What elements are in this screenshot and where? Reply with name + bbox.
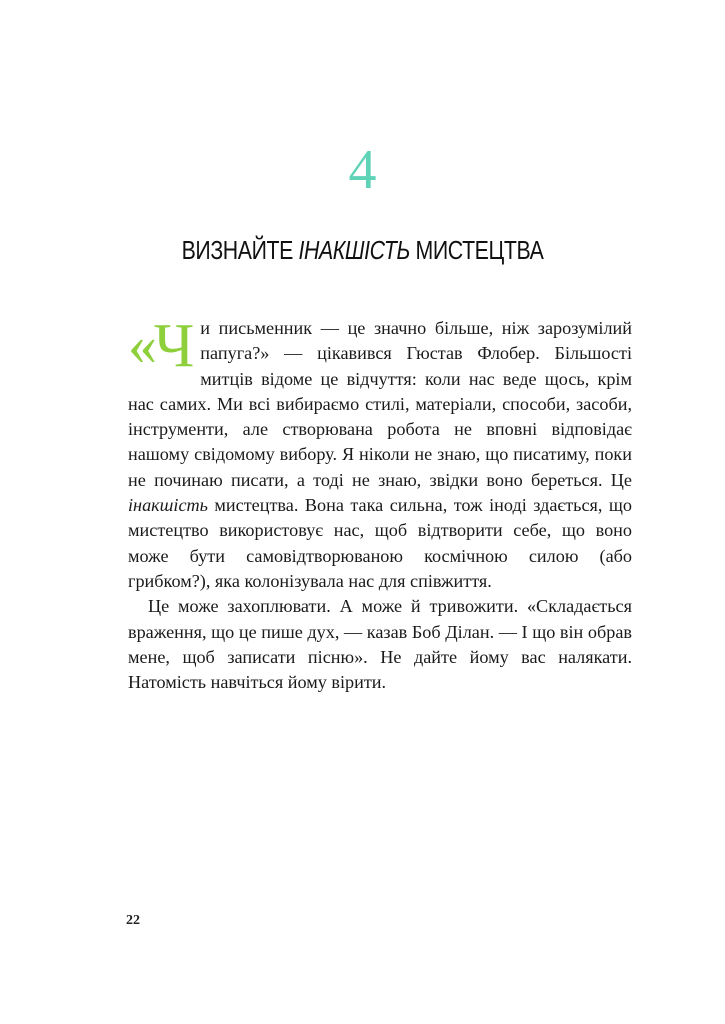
chapter-number: 4 — [348, 139, 377, 201]
chapter-title-part2: МИСТЕЦТВА — [410, 235, 544, 265]
drop-cap-quote: « — [128, 312, 157, 377]
chapter-title — [65, 232, 660, 268]
chapter-title-part1: ВИЗНАЙТЕ — [181, 235, 299, 265]
drop-cap — [128, 312, 195, 380]
paragraph-1-emphasis: інакшість — [128, 495, 208, 516]
paragraph-1-text-b: мистецтва. Вона така сильна, тож іноді здається, що мистецтво використовує нас, щоб відтворити себе, що воно може бути самовідтворюваною космічною силою (або грибком?), яка колонізувала нас для співжиття. — [128, 495, 632, 591]
paragraph-1-text-a: и письменник — це значно більше, ніж зарозумілий папуга?» — цікавився Гюстав Флобер. Більшості митців відоме це відчуття: коли нас веде щось, крім нас самих. Ми всі вибираємо стилі, матеріали, способи, засоби, інструменти, але створювана робота не вповні відповідає нашому свідомому вибору. Я ніколи не знаю, що писатиму, поки не починаю писати, а тоді не знаю, звідки воно береться. Це — [128, 318, 632, 490]
paragraph-1 — [128, 312, 632, 594]
body-text — [128, 312, 632, 695]
drop-cap-letter: Ч — [154, 312, 195, 380]
page-number: 22 — [126, 913, 140, 928]
paragraph-2: Це може захоплювати. А може й тривожити. «Складається враження, що це пише дух, — казав Боб Ділан. — І що він обрав мене, щоб записати пісню». Не дайте йому вас налякати. Натомість навчіться йому вірити. — [128, 596, 632, 693]
chapter-title-emphasis: ІНАКШІСТЬ — [298, 235, 411, 265]
